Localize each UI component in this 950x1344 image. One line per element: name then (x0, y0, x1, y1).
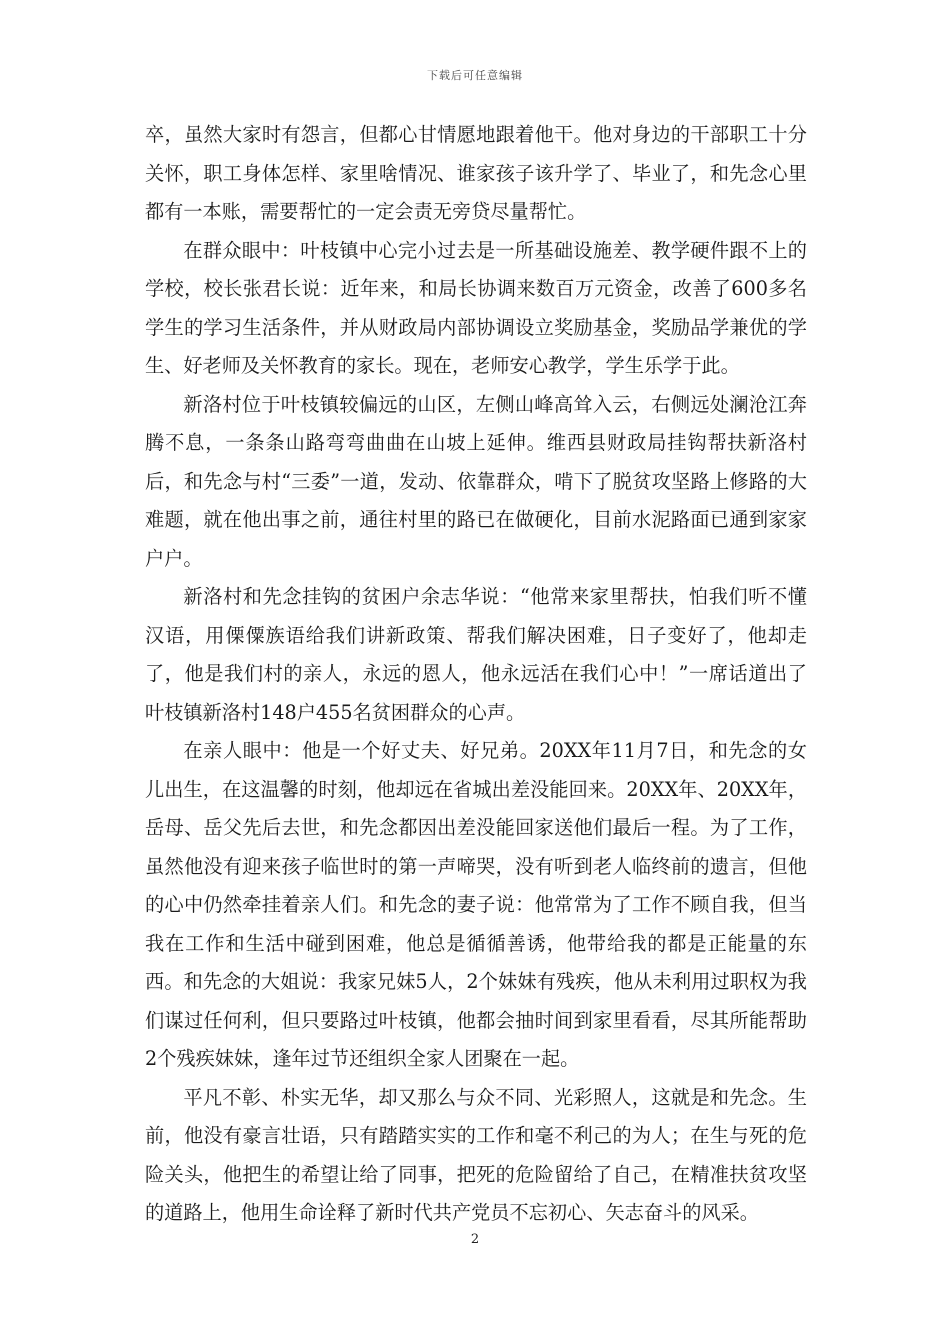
paragraph-conclusion: 平凡不彰、朴实无华，却又那么与众不同、光彩照人，这就是和先念。生前，他没有豪言壮语，只有踏踏实实的工作和毫不利己的为人；在生与死的危险关头，他把生的希望让给了同事，把死的危险留给了自己，在精准扶贫攻坚的道路上，他用生命诠释了新时代共产党员不忘初心、矢志奋斗的风采。 (145, 1085, 807, 1224)
page-number: 2 (470, 1232, 480, 1247)
paragraph-continuation: 卒，虽然大家时有怨言，但都心甘情愿地跟着他干。他对身边的干部职工十分关怀，职工身体怎样、家里啥情况、谁家孩子该升学了、毕业了，和先念心里都有一本账，需要帮忙的一定会责无旁贷尽量帮忙。 (145, 123, 807, 223)
paragraph-family-view: 在亲人眼中：他是一个好丈夫、好兄弟。20XX年11月7日，和先念的女儿出生，在这温馨的时刻，他却远在省城出差没能回来。20XX年、20XX年，岳母、岳父先后去世，和先念都因出差没能回家送他们最后一程。为了工作，虽然他没有迎来孩子临世时的第一声啼哭，没有听到老人临终前的遗言，但他的心中仍然牵挂着亲人们。和先念的妻子说：他常常为了工作不顾自我，但当我在工作和生活中碰到困难，他总是循循善诱，他带给我的都是正能量的东西。和先念的大姐说：我家兄妹5人，2个妹妹有残疾，他从未利用过职权为我们谋过任何利，但只要路过叶枝镇，他都会抽时间到家里看看，尽其所能帮助2个残疾妹妹，逢年过节还组织全家人团聚在一起。 (145, 739, 807, 1070)
paragraph-xinluo-village: 新洛村位于叶枝镇较偏远的山区，左侧山峰高耸入云，右侧远处澜沧江奔腾不息，一条条山路弯弯曲曲在山坡上延伸。维西县财政局挂钩帮扶新洛村后，和先念与村“三委”一道，发动、依靠群众，啃下了脱贫攻坚路上修路的大难题，就在他出事之前，通往村里的路已在做硬化，目前水泥路面已通到家家户户。 (145, 392, 807, 570)
paragraph-villager-quote: 新洛村和先念挂钩的贫困户余志华说：“他常来家里帮扶，怕我们听不懂汉语，用傈僳族语给我们讲新政策、帮我们解决困难，日子变好了，他却走了，他是我们村的亲人，永远的恩人，他永远活在我们心中！”一席话道出了叶枝镇新洛村148户455名贫困群众的心声。 (145, 585, 807, 724)
document-body (145, 116, 807, 1233)
paragraph-masses-view: 在群众眼中：叶枝镇中心完小过去是一所基础设施差、教学硬件跟不上的学校，校长张君长说：近年来，和局长协调来数百万元资金，改善了600多名学生的学习生活条件，并从财政局内部协调设立奖励基金，奖励品学兼优的学生、好老师及关怀教育的家长。现在，老师安心教学，学生乐学于此。 (145, 238, 807, 377)
page-header: 下载后可任意编辑 (427, 69, 523, 82)
